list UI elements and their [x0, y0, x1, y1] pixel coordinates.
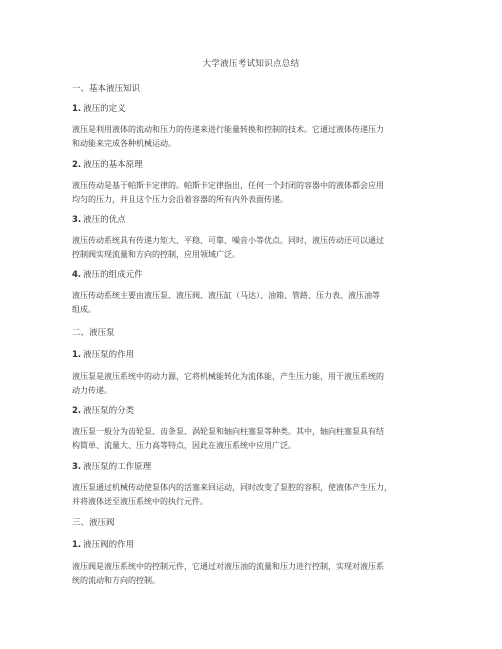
- item-title: 液压泵的作用: [83, 350, 135, 360]
- paragraph-line: 液压泵是液压系统中的动力源，它将机械能转化为流体能，产生压力能，用于液压系统的: [72, 372, 384, 381]
- item-number: 4.: [72, 270, 82, 280]
- paragraph-line: 并将液体送至液压系统中的执行元件。: [72, 497, 208, 506]
- paragraph-line: 动力传递。: [72, 386, 112, 395]
- paragraph-line: 均匀的压力，并且这个压力会沿着容器的所有内外表面传递。: [72, 195, 288, 204]
- paragraph-line: 液压传动是基于帕斯卡定律的。帕斯卡定律指出，任何一个封闭的容器中的液体都会应用: [72, 181, 384, 190]
- paragraph: [72, 234, 432, 262]
- section-heading: 一、基本液压知识: [72, 84, 141, 94]
- paragraph-line: 组成。: [72, 305, 96, 314]
- item-heading: [72, 268, 143, 280]
- paragraph: [72, 123, 432, 151]
- item-title: 液压的基本原理: [83, 160, 143, 170]
- paragraph-line: 构简单、流量大、压力高等特点，因此在液压系统中应用广泛。: [72, 441, 296, 450]
- paragraph: [72, 289, 432, 317]
- paragraph: [72, 560, 432, 588]
- item-number: 2.: [72, 160, 82, 170]
- paragraph-line: 液压泵一般分为齿轮泵、齿条泵、涡轮泵和轴向柱塞泵等种类。其中，轴向柱塞泵具有结: [72, 427, 384, 436]
- item-heading: [72, 158, 143, 170]
- paragraph: [72, 425, 432, 453]
- item-title: 液压的定义: [83, 104, 126, 114]
- item-title: 液压泵的分类: [83, 406, 135, 416]
- item-title: 液压阀的作用: [83, 540, 135, 550]
- item-heading: [72, 460, 151, 472]
- item-heading: [72, 213, 126, 225]
- item-number: 1.: [72, 350, 82, 360]
- paragraph: [72, 370, 432, 398]
- paragraph-line: 液压是利用液体的流动和压力的传递来进行能量转换和控制的技术。它通过液体传递压力: [72, 125, 384, 134]
- item-heading: [72, 102, 126, 114]
- paragraph-line: 液压传动系统主要由液压泵、液压阀、液压缸（马达）、油箱、管路、压力表、液压油等: [72, 291, 380, 300]
- paragraph-line: 液压阀是液压系统中的控制元件，它通过对液压油的流量和压力进行控制，实现对液压系: [72, 562, 384, 571]
- item-heading: [72, 538, 134, 550]
- item-heading: [72, 404, 134, 416]
- paragraph: [72, 481, 432, 509]
- document-title: 大学液压考试知识点总结: [202, 59, 300, 69]
- paragraph-line: 液压传动系统具有传递力矩大、平稳、可靠、噪音小等优点。同时，液压传动还可以通过: [72, 236, 384, 245]
- item-number: 3.: [72, 462, 82, 472]
- section-heading: 二、液压泵: [72, 328, 115, 338]
- item-title: 液压的组成元件: [83, 270, 143, 280]
- paragraph-line: 控制阀实现流量和方向的控制，应用领域广泛。: [72, 250, 240, 259]
- paragraph-line: 统的流动和方向的控制。: [72, 576, 160, 585]
- item-title: 液压泵的工作原理: [83, 462, 152, 472]
- item-number: 3.: [72, 215, 82, 225]
- section-heading: 三、液压阀: [72, 518, 115, 528]
- item-number: 1.: [72, 104, 82, 114]
- item-title: 液压的优点: [83, 215, 126, 225]
- paragraph: [72, 179, 432, 207]
- paragraph-line: 液压泵通过机械传动使泵体内的活塞来回运动，同时改变了泵腔的容积，使液体产生压力，: [72, 483, 392, 492]
- item-number: 1.: [72, 540, 82, 550]
- item-number: 2.: [72, 406, 82, 416]
- paragraph-line: 和动能来完成各种机械运动。: [72, 139, 176, 148]
- item-heading: [72, 348, 134, 360]
